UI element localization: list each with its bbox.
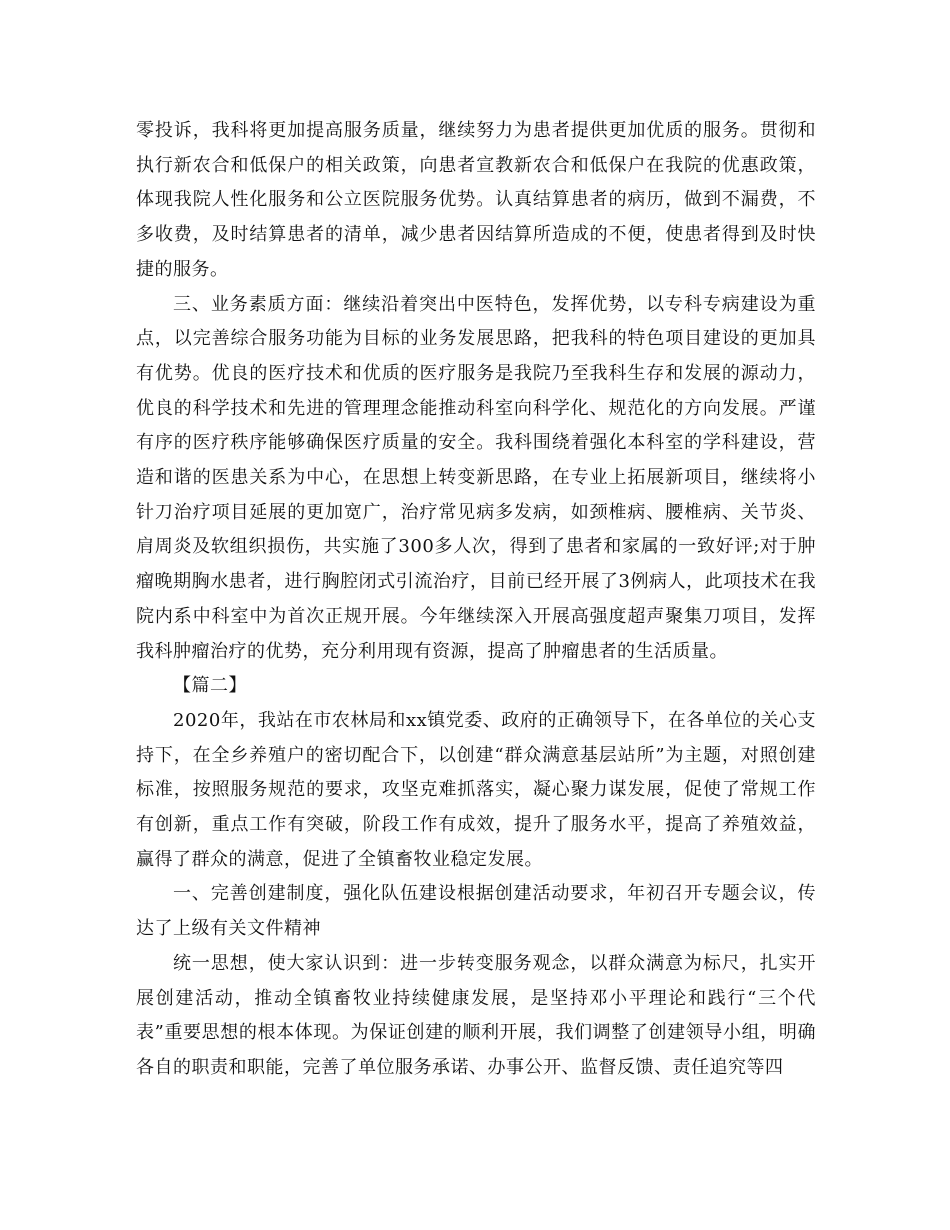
paragraph-business-quality: 三、业务素质方面：继续沿着突出中医特色，发挥优势，以专科专病建设为重点，以完善综合服务功能为目标的业务发展思路，把我科的特色项目建设的更加具有优势。优良的医疗技术和优质的医疗服务是我院乃至我科生存和发展的源动力，优良的科学技术和先进的管理理念能推动科室向科学化、规范化的方向发展。严谨有序的医疗秩序能够确保医疗质量的安全。我科围绕着强化本科室的学科建设，营造和谐的医患关系为中心，在思想上转变新思路，在专业上拓展新项目，继续将小针刀治疗项目延展的更加宽广，治疗常见病多发病，如颈椎病、腰椎病、关节炎、肩周炎及软组织损伤，共实施了300多人次，得到了患者和家属的一致好评;对于肿瘤晚期胸水患者，进行胸腔闭式引流治疗，目前已经开展了3例病人，此项技术在我院内系中科室中为首次正规开展。今年继续深入开展高强度超声聚集刀项目，发挥我科肿瘤治疗的优势，充分利用现有资源，提高了肿瘤患者的生活质量。 [136, 293, 816, 662]
paragraph-continuation: 零投诉，我科将更加提高服务质量，继续努力为患者提供更加优质的服务。贯彻和执行新农合和低保户的相关政策，向患者宣教新农合和低保户在我院的优惠政策，体现我院人性化服务和公立医院服务优势。认真结算患者的病历，做到不漏费，不多收费，及时结算患者的清单，减少患者因结算所造成的不便，使患者得到及时快捷的服务。 [136, 120, 816, 280]
document-body [136, 114, 816, 1086]
paragraph-improve-system: 一、完善创建制度，强化队伍建设根据创建活动要求，年初召开专题会议，传达了上级有关文件精神 [136, 883, 816, 940]
paragraph-2020-summary: 2020年，我站在市农林局和xx镇党委、政府的正确领导下，在各单位的关心支持下，在全乡养殖户的密切配合下，以创建“群众满意基层站所”为主题，对照创建标准，按照服务规范的要求，攻坚克难抓落实，凝心聚力谋发展，促使了常规工作有创新，重点工作有突破，阶段工作有成效，提升了服务水平，提高了养殖效益，赢得了群众的满意，促进了全镇畜牧业稳定发展。 [136, 709, 816, 870]
paragraph-unify-thinking: 统一思想，使大家认识到：进一步转变服务观念，以群众满意为标尺，扎实开展创建活动，推动全镇畜牧业持续健康发展，是坚持邓小平理论和践行“三个代表”重要思想的根本体现。为保证创建的顺利开展，我们调整了创建领导小组，明确各自的职责和职能，完善了单位服务承诺、办事公开、监督反馈、责任追究等四 [136, 952, 816, 1078]
section-heading-part-two: 【篇二】 [173, 675, 247, 697]
